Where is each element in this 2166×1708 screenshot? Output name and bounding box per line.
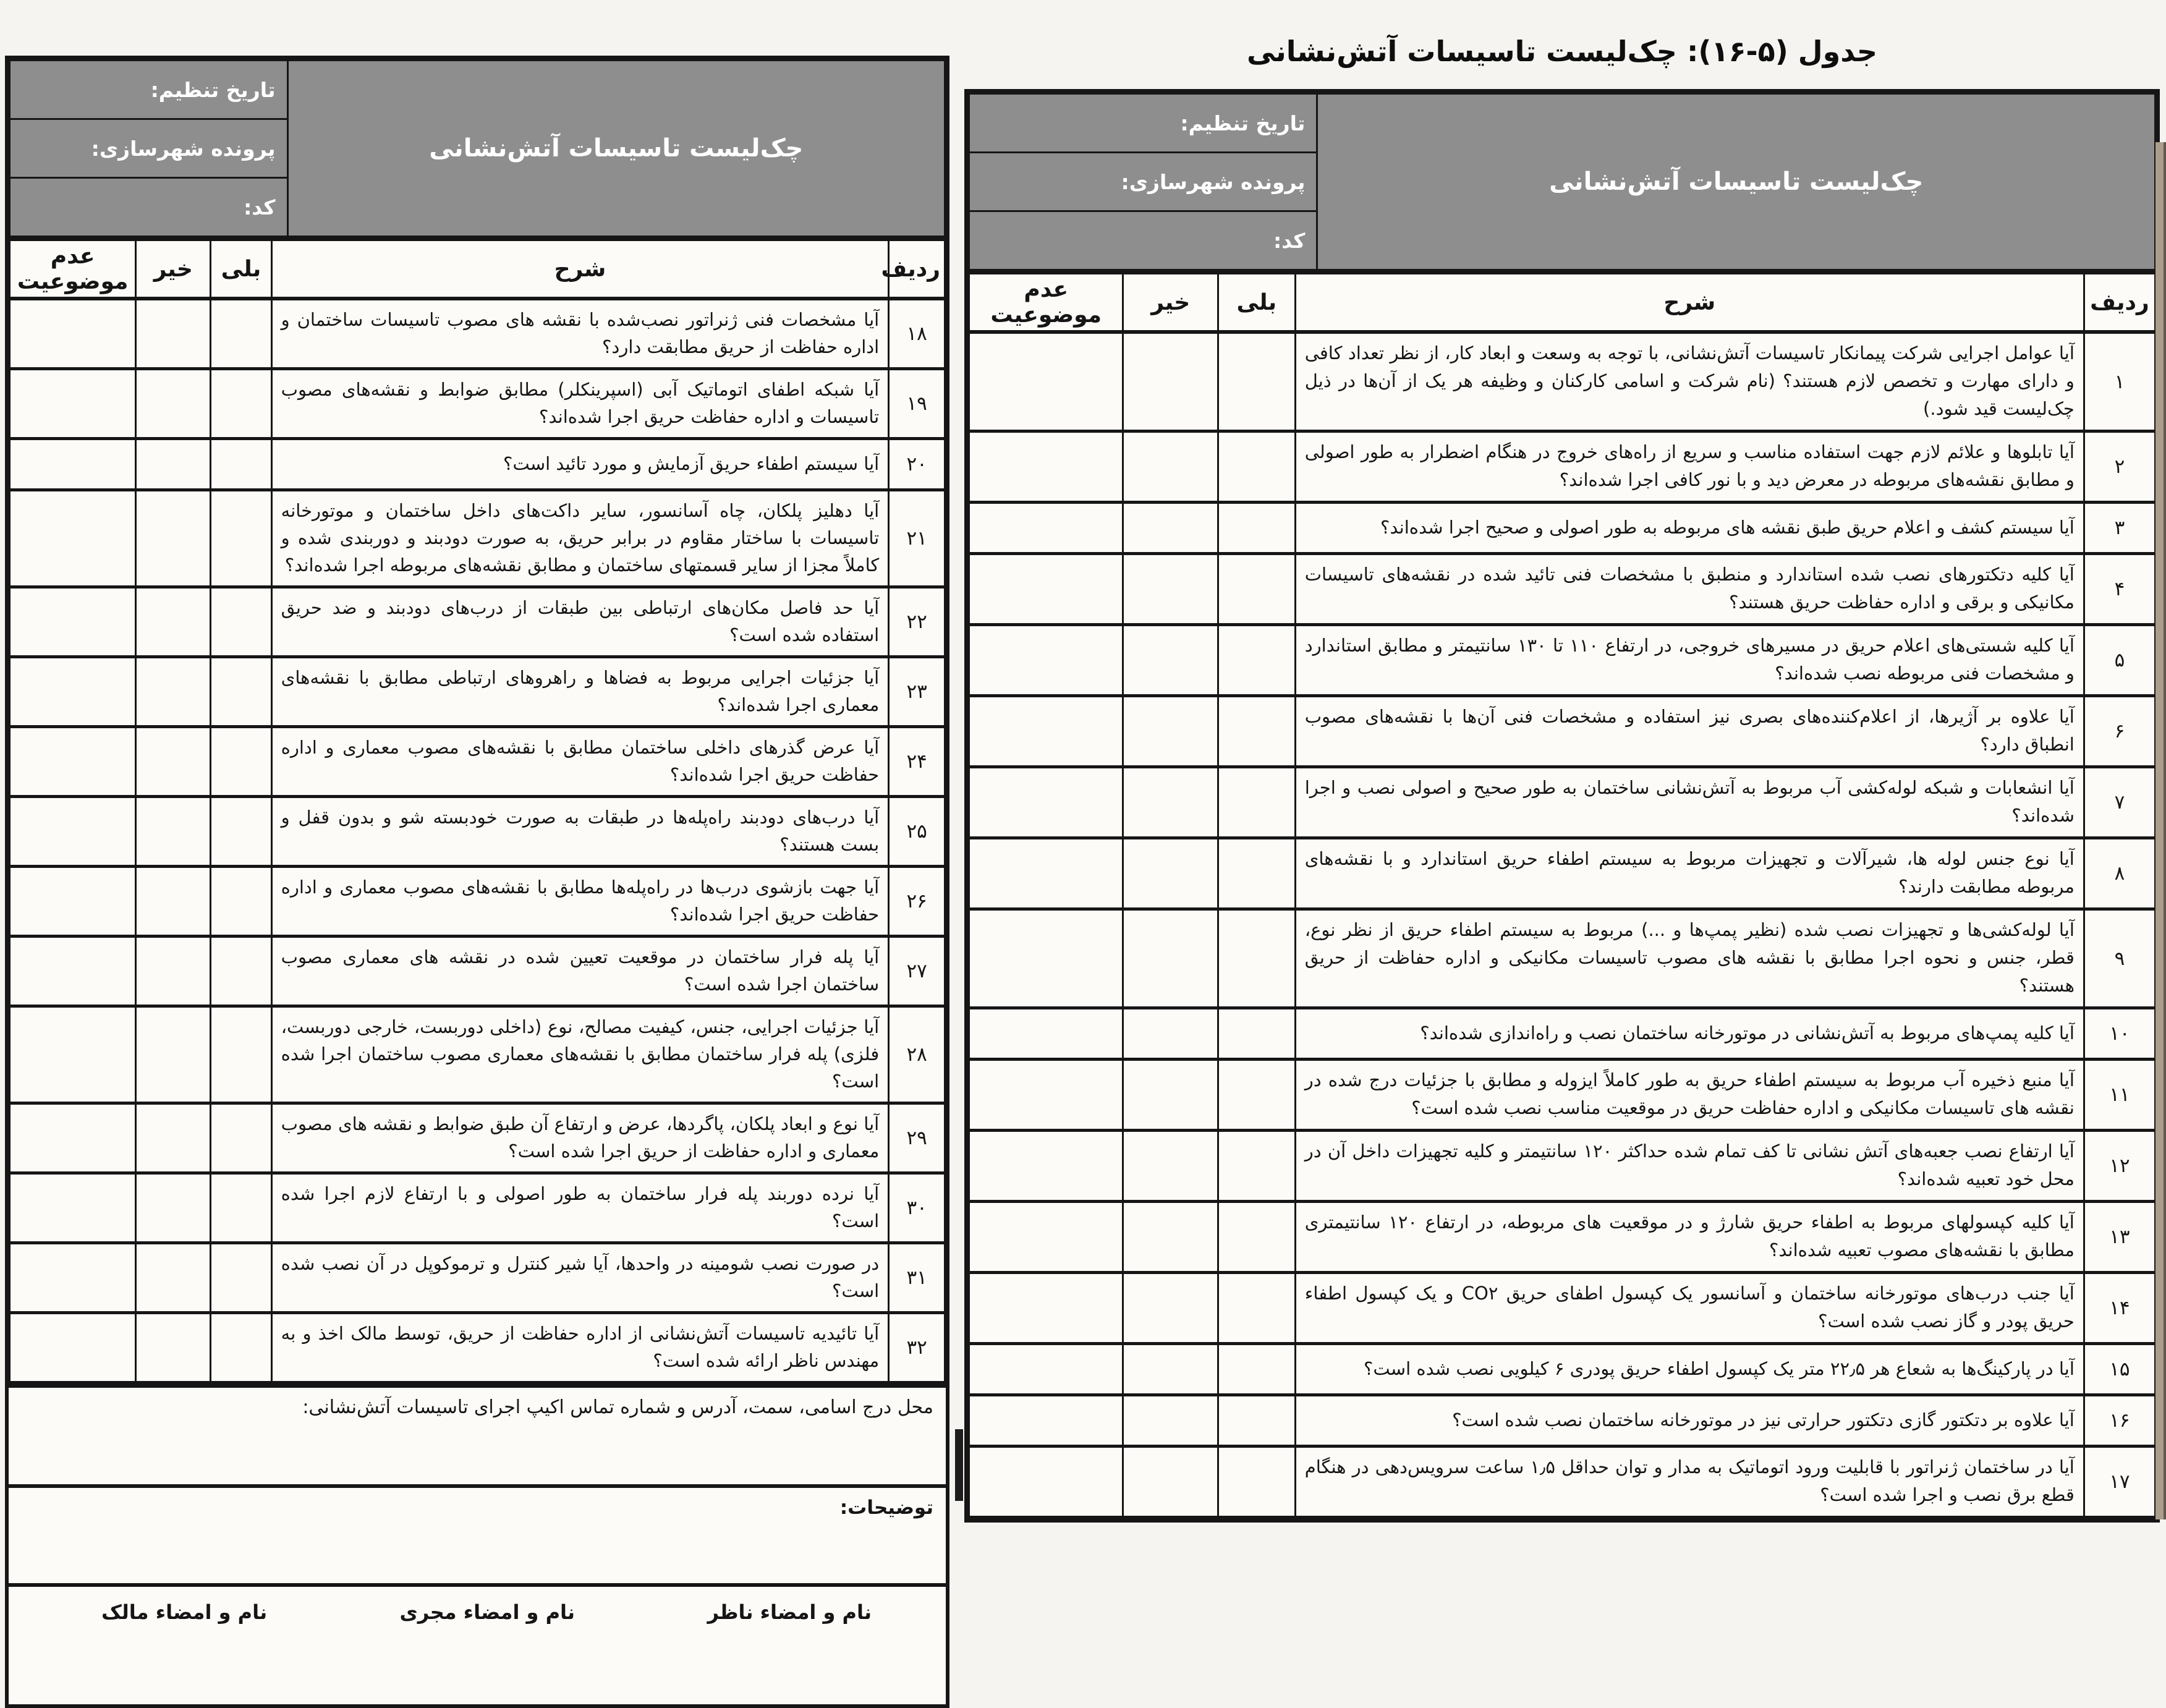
checklist-row xyxy=(969,1344,2155,1395)
column-header-row xyxy=(10,239,945,299)
answer-not-applicable-cell xyxy=(10,1313,136,1383)
answer-not-applicable-cell xyxy=(969,554,1123,625)
answer-no-cell xyxy=(1123,1395,1218,1447)
crew-contact-note: محل درج اسامی، سمت، آدرس و شماره تماس اکیپ اجرای تاسیسات آتش‌نشانی: xyxy=(9,1384,946,1484)
answer-not-applicable-cell xyxy=(969,767,1123,838)
col-header-no: خیر xyxy=(1123,273,1218,332)
row-index-cell: ۴ xyxy=(2084,554,2155,625)
answer-no-cell xyxy=(136,1243,211,1313)
answer-yes-cell xyxy=(1218,767,1296,838)
answer-yes-cell xyxy=(1218,1395,1296,1447)
row-index-cell: ۲۲ xyxy=(889,587,945,657)
row-description-cell: آیا نوع و ابعاد پلکان، پاگردها، عرض و ارتفاع آن طبق ضوابط و نقشه های مصوب معماری و اداره حفاظت از حریق اجرا شده است؟ xyxy=(271,1103,889,1173)
answer-yes-cell xyxy=(1218,625,1296,696)
answer-yes-cell xyxy=(1218,909,1296,1008)
answer-yes-cell xyxy=(1218,696,1296,767)
supervisor-signature-label: نام و امضاء ناظر xyxy=(707,1600,872,1624)
checklist-row xyxy=(10,587,945,657)
answer-not-applicable-cell xyxy=(969,625,1123,696)
row-index-cell: ۲۴ xyxy=(889,727,945,797)
row-index-cell: ۱۰ xyxy=(2084,1008,2155,1060)
row-description-cell: آیا کلیه پمپ‌های مربوط به آتش‌نشانی در موتورخانه ساختمان نصب و راه‌اندازی شده‌اند؟ xyxy=(1295,1008,2084,1060)
answer-yes-cell xyxy=(1218,1273,1296,1344)
answer-yes-cell xyxy=(211,490,271,587)
executor-signature-label: نام و امضاء مجری xyxy=(399,1600,575,1624)
answer-yes-cell xyxy=(211,1243,271,1313)
answer-not-applicable-cell xyxy=(969,1202,1123,1273)
answer-no-cell xyxy=(1123,554,1218,625)
checklist-row xyxy=(969,838,2155,909)
answer-no-cell xyxy=(136,727,211,797)
answer-yes-cell xyxy=(211,657,271,727)
col-header-yes: بلی xyxy=(211,239,271,299)
answer-not-applicable-cell xyxy=(10,657,136,727)
answer-yes-cell xyxy=(211,797,271,867)
answer-not-applicable-cell xyxy=(10,867,136,937)
row-description-cell: آیا نرده دوربند پله فرار ساختمان به طور اصولی و با ارتفاع لازم اجرا شده است؟ xyxy=(271,1173,889,1243)
row-index-cell: ۳ xyxy=(2084,503,2155,554)
row-index-cell: ۳۲ xyxy=(889,1313,945,1383)
row-description-cell: آیا سیستم کشف و اعلام حریق طبق نقشه های مربوطه به طور اصولی و صحیح اجرا شده‌اند؟ xyxy=(1295,503,2084,554)
answer-yes-cell xyxy=(211,1173,271,1243)
row-index-cell: ۲۰ xyxy=(889,439,945,490)
row-description-cell: آیا شبکه اطفای اتوماتیک آبی (اسپرینکلر) مطابق ضوابط و نقشه‌های مصوب تاسیسات و اداره حفاظت حریق اجرا شده‌اند؟ xyxy=(271,369,889,439)
answer-no-cell xyxy=(136,867,211,937)
row-index-cell: ۲۳ xyxy=(889,657,945,727)
checklist-row xyxy=(969,554,2155,625)
scan-edge-artifact xyxy=(2155,142,2166,1519)
row-index-cell: ۲۶ xyxy=(889,867,945,937)
answer-no-cell xyxy=(136,1313,211,1383)
signature-row xyxy=(9,1583,946,1704)
row-description-cell: آیا جزئیات اجرایی مربوط به فضاها و راهروهای ارتباطی مطابق با نقشه‌های معماری اجرا شده‌اند؟ xyxy=(271,657,889,727)
row-index-cell: ۲۷ xyxy=(889,937,945,1006)
scan-mark-artifact xyxy=(955,1429,963,1501)
checklist-row xyxy=(969,1131,2155,1202)
answer-not-applicable-cell xyxy=(10,727,136,797)
answer-not-applicable-cell xyxy=(969,332,1123,431)
answer-not-applicable-cell xyxy=(969,909,1123,1008)
answer-no-cell xyxy=(1123,696,1218,767)
answer-no-cell xyxy=(136,797,211,867)
answer-not-applicable-cell xyxy=(969,1447,1123,1518)
answer-yes-cell xyxy=(211,439,271,490)
checklist-row xyxy=(10,490,945,587)
date-field-label: تاریخ تنظیم: xyxy=(10,61,288,119)
row-description-cell: آیا عوامل اجرایی شرکت پیمانکار تاسیسات آتش‌نشانی، با توجه به وسعت و ابعاد کار، از نظر تعداد کافی و دارای مهارت و تخصص لازم هستند؟ (نام شرکت و اسامی کارکنان و وظیفه هر یک از آن‌ها در ذیل چک‌لیست قید شود.) xyxy=(1295,332,2084,431)
answer-yes-cell xyxy=(211,587,271,657)
row-index-cell: ۱۷ xyxy=(2084,1447,2155,1518)
row-index-cell: ۲۸ xyxy=(889,1006,945,1103)
row-index-cell: ۷ xyxy=(2084,767,2155,838)
row-index-cell: ۱۴ xyxy=(2084,1273,2155,1344)
answer-not-applicable-cell xyxy=(10,299,136,369)
row-index-cell: ۱۹ xyxy=(889,369,945,439)
checklist-row xyxy=(969,332,2155,431)
checklist-row xyxy=(969,1395,2155,1447)
answer-not-applicable-cell xyxy=(969,431,1123,503)
checklist-row xyxy=(969,625,2155,696)
answer-not-applicable-cell xyxy=(10,1006,136,1103)
answer-yes-cell xyxy=(211,299,271,369)
checklist-row xyxy=(10,867,945,937)
row-index-cell: ۲۵ xyxy=(889,797,945,867)
checklist-row xyxy=(10,1173,945,1243)
answer-yes-cell xyxy=(1218,1008,1296,1060)
checklist-row xyxy=(969,1008,2155,1060)
answer-yes-cell xyxy=(1218,1202,1296,1273)
row-description-cell: آیا کلیه شستی‌های اعلام حریق در مسیرهای خروجی، در ارتفاع ۱۱۰ تا ۱۳۰ سانتیمتر و مطابق استاندارد و مشخصات فنی مربوطه نصب شده‌اند؟ xyxy=(1295,625,2084,696)
answer-not-applicable-cell xyxy=(969,1395,1123,1447)
row-description-cell: آیا ارتفاع نصب جعبه‌های آتش نشانی تا کف تمام شده حداکثر ۱۲۰ سانتیمتر و کلیه تجهیزات داخل آن در محل خود تعبیه شده‌اند؟ xyxy=(1295,1131,2084,1202)
answer-no-cell xyxy=(1123,909,1218,1008)
row-index-cell: ۱۳ xyxy=(2084,1202,2155,1273)
checklist-row xyxy=(10,937,945,1006)
answer-not-applicable-cell xyxy=(10,1243,136,1313)
page-two-sheet xyxy=(5,56,949,1708)
urban-file-field-label: پرونده شهرسازی: xyxy=(10,119,288,178)
answer-not-applicable-cell xyxy=(969,1060,1123,1131)
answer-not-applicable-cell xyxy=(969,1344,1123,1395)
answer-no-cell xyxy=(136,1103,211,1173)
row-description-cell: آیا در ساختمان ژنراتور با قابلیت ورود اتوماتیک به مدار و توان حداقل ۱٫۵ ساعت سرویس‌دهی در هنگام قطع برق نصب و اجرا شده است؟ xyxy=(1295,1447,2084,1518)
col-header-not-applicable: عدم موضوعیت xyxy=(10,239,136,299)
answer-no-cell xyxy=(1123,838,1218,909)
answer-no-cell xyxy=(1123,1202,1218,1273)
row-description-cell: آیا جهت بازشوی درب‌ها در راه‌پله‌ها مطابق با نقشه‌های مصوب معماری و اداره حفاظت حریق اجرا شده‌اند؟ xyxy=(271,867,889,937)
row-index-cell: ۹ xyxy=(2084,909,2155,1008)
checklist-row xyxy=(969,503,2155,554)
urban-file-field-label: پرونده شهرسازی: xyxy=(969,153,1317,211)
answer-not-applicable-cell xyxy=(10,490,136,587)
row-index-cell: ۳۱ xyxy=(889,1243,945,1313)
answer-not-applicable-cell xyxy=(969,1273,1123,1344)
answer-yes-cell xyxy=(1218,554,1296,625)
checklist-row xyxy=(969,767,2155,838)
row-description-cell: آیا منبع ذخیره آب مربوط به سیستم اطفاء حریق به طور کاملاً ایزوله و مطابق با جزئیات درج شده در نقشه های تاسیسات مکانیکی و اداره حفاظت حریق در موقعیت مناسب نصب شده است؟ xyxy=(1295,1060,2084,1131)
row-index-cell: ۱۸ xyxy=(889,299,945,369)
col-header-yes: بلی xyxy=(1218,273,1296,332)
answer-not-applicable-cell xyxy=(10,369,136,439)
answer-yes-cell xyxy=(211,369,271,439)
answer-yes-cell xyxy=(211,1006,271,1103)
answer-no-cell xyxy=(136,1173,211,1243)
date-field-label: تاریخ تنظیم: xyxy=(969,94,1317,153)
column-header-row xyxy=(969,273,2155,332)
row-description-cell: آیا علاوه بر دتکتور گازی دتکتور حرارتی نیز در موتورخانه ساختمان نصب شده است؟ xyxy=(1295,1395,2084,1447)
answer-no-cell xyxy=(136,369,211,439)
answer-no-cell xyxy=(136,299,211,369)
answer-not-applicable-cell xyxy=(969,838,1123,909)
col-header-no: خیر xyxy=(136,239,211,299)
row-index-cell: ۱۱ xyxy=(2084,1060,2155,1131)
answer-not-applicable-cell xyxy=(10,587,136,657)
checklist-row xyxy=(969,1273,2155,1344)
answer-yes-cell xyxy=(211,867,271,937)
answer-no-cell xyxy=(1123,431,1218,503)
answer-no-cell xyxy=(1123,1008,1218,1060)
row-description-cell: آیا مشخصات فنی ژنراتور نصب‌شده با نقشه های مصوب تاسیسات ساختمان و اداره حفاظت از حریق مطابقت دارد؟ xyxy=(271,299,889,369)
row-description-cell: آیا تائیدیه تاسیسات آتش‌نشانی از اداره حفاظت از حریق، توسط مالک اخذ و به مهندس ناظر ارائه شده است؟ xyxy=(271,1313,889,1383)
row-index-cell: ۱۲ xyxy=(2084,1131,2155,1202)
row-index-cell: ۱۶ xyxy=(2084,1395,2155,1447)
row-description-cell: آیا نوع جنس لوله ها، شیرآلات و تجهیزات مربوط به سیستم اطفاء حریق استاندارد و با نقشه‌های مربوطه مطابقت دارند؟ xyxy=(1295,838,2084,909)
checklist-row xyxy=(969,1447,2155,1518)
row-index-cell: ۲ xyxy=(2084,431,2155,503)
row-index-cell: ۶ xyxy=(2084,696,2155,767)
answer-no-cell xyxy=(1123,1447,1218,1518)
answer-no-cell xyxy=(136,439,211,490)
answer-no-cell xyxy=(1123,503,1218,554)
checklist-table-page-one xyxy=(968,271,2156,1519)
answer-yes-cell xyxy=(1218,503,1296,554)
row-description-cell: آیا عرض گذرهای داخلی ساختمان مطابق با نقشه‌های مصوب معماری و اداره حفاظت حریق اجرا شده‌اند؟ xyxy=(271,727,889,797)
answer-no-cell xyxy=(136,587,211,657)
remarks-section-label: توضیحات: xyxy=(9,1484,946,1583)
page-one-sheet xyxy=(964,89,2160,1523)
row-index-cell: ۵ xyxy=(2084,625,2155,696)
row-description-cell: آیا جزئیات اجرایی، جنس، کیفیت مصالح، نوع (داخلی دوربست، خارجی دوربست، فلزی) پله فرار ساختمان مطابق با نقشه‌های معماری مصوب ساختمان اجرا شده است؟ xyxy=(271,1006,889,1103)
answer-not-applicable-cell xyxy=(10,937,136,1006)
row-description-cell: آیا پله فرار ساختمان در موقعیت تعیین شده در نقشه های معماری مصوب ساختمان اجرا شده است؟ xyxy=(271,937,889,1006)
answer-not-applicable-cell xyxy=(969,1131,1123,1202)
row-description-cell: آیا تابلوها و علائم لازم جهت استفاده مناسب و سریع از راه‌های خروج در هنگام اضطرار به طور اصولی و مطابق نقشه‌های مربوطه در معرض دید و با نور کافی اجرا شده‌اند؟ xyxy=(1295,431,2084,503)
form-header-block xyxy=(968,93,2156,271)
row-index-cell: ۲۹ xyxy=(889,1103,945,1173)
answer-yes-cell xyxy=(1218,838,1296,909)
answer-yes-cell xyxy=(211,1313,271,1383)
answer-no-cell xyxy=(136,937,211,1006)
row-index-cell: ۸ xyxy=(2084,838,2155,909)
page-one xyxy=(964,27,2160,1523)
row-description-cell: آیا در پارکینگ‌ها به شعاع هر ۲۲٫۵ متر یک کپسول اطفاء حریق پودری ۶ کیلویی نصب شده است؟ xyxy=(1295,1344,2084,1395)
checklist-table-page-two xyxy=(9,237,946,1384)
checklist-row xyxy=(10,1103,945,1173)
answer-yes-cell xyxy=(1218,1131,1296,1202)
checklist-row xyxy=(969,909,2155,1008)
answer-yes-cell xyxy=(1218,1344,1296,1395)
col-header-row-number: ردیف xyxy=(2084,273,2155,332)
checklist-row xyxy=(10,727,945,797)
row-description-cell: آیا علاوه بر آژیرها، از اعلام‌کننده‌های بصری نیز استفاده و مشخصات فنی آن‌ها با نقشه‌های مصوب انطباق دارد؟ xyxy=(1295,696,2084,767)
code-field-label: کد: xyxy=(969,211,1317,270)
checklist-row xyxy=(10,439,945,490)
answer-yes-cell xyxy=(1218,431,1296,503)
answer-yes-cell xyxy=(211,1103,271,1173)
checklist-row xyxy=(10,1006,945,1103)
answer-no-cell xyxy=(1123,625,1218,696)
answer-no-cell xyxy=(1123,1344,1218,1395)
col-header-description: شرح xyxy=(1295,273,2084,332)
answer-no-cell xyxy=(1123,1273,1218,1344)
answer-yes-cell xyxy=(1218,1447,1296,1518)
answer-yes-cell xyxy=(1218,332,1296,431)
answer-not-applicable-cell xyxy=(10,1103,136,1173)
row-description-cell: آیا لوله‌کشی‌ها و تجهیزات نصب شده (نظیر پمپ‌ها و ...) مربوط به سیستم اطفاء حریق از نظر نوع، قطر، جنس و نحوه اجرا مطابق با نقشه های مصوب تاسیسات مکانیکی و اداره حفاظت از حریق هستند؟ xyxy=(1295,909,2084,1008)
row-description-cell: آیا جنب درب‌های موتورخانه ساختمان و آسانسور یک کپسول اطفای حریق CO۲ و یک کپسول اطفاء حریق پودر و گاز نصب شده است؟ xyxy=(1295,1273,2084,1344)
page-two xyxy=(5,56,949,1708)
col-header-row-number: ردیف xyxy=(889,239,945,299)
checklist-row xyxy=(10,1243,945,1313)
answer-no-cell xyxy=(136,1006,211,1103)
row-index-cell: ۱ xyxy=(2084,332,2155,431)
checklist-row xyxy=(10,657,945,727)
form-header-title: چک‌لیست تاسیسات آتش‌نشانی xyxy=(287,61,945,237)
answer-no-cell xyxy=(1123,332,1218,431)
answer-not-applicable-cell xyxy=(969,1008,1123,1060)
code-field-label: کد: xyxy=(10,178,288,237)
checklist-row xyxy=(10,299,945,369)
owner-signature-label: نام و امضاء مالک xyxy=(101,1600,268,1624)
answer-yes-cell xyxy=(211,937,271,1006)
col-header-description: شرح xyxy=(271,239,889,299)
answer-not-applicable-cell xyxy=(10,1173,136,1243)
answer-not-applicable-cell xyxy=(969,503,1123,554)
answer-yes-cell xyxy=(211,727,271,797)
row-index-cell: ۱۵ xyxy=(2084,1344,2155,1395)
checklist-row xyxy=(969,1060,2155,1131)
row-index-cell: ۳۰ xyxy=(889,1173,945,1243)
row-description-cell: آیا دهلیز پلکان، چاه آسانسور، سایر داکت‌های داخل ساختمان و موتورخانه تاسیسات با ساختار مقاوم در برابر حریق، به صورت دودبند و دوربندی شده و کاملاً مجزا از سایر قسمتهای ساختمان و مطابق نقشه‌های مربوطه اجرا شده‌اند؟ xyxy=(271,490,889,587)
form-header-title: چک‌لیست تاسیسات آتش‌نشانی xyxy=(1317,94,2155,270)
answer-not-applicable-cell xyxy=(10,797,136,867)
row-index-cell: ۲۱ xyxy=(889,490,945,587)
col-header-not-applicable: عدم موضوعیت xyxy=(969,273,1123,332)
checklist-row xyxy=(969,696,2155,767)
answer-no-cell xyxy=(1123,767,1218,838)
answer-no-cell xyxy=(136,657,211,727)
row-description-cell: در صورت نصب شومینه در واحدها، آیا شیر کنترل و ترموکوپل در آن نصب شده است؟ xyxy=(271,1243,889,1313)
answer-no-cell xyxy=(1123,1131,1218,1202)
row-description-cell: آیا حد فاصل مکان‌های ارتباطی بین طبقات از درب‌های دودبند و ضد حریق استفاده شده است؟ xyxy=(271,587,889,657)
row-description-cell: آیا کلیه دتکتورهای نصب شده استاندارد و منطبق با مشخصات فنی تائید شده در نقشه‌های تاسیسات مکانیکی و برقی و اداره حفاظت حریق هستند؟ xyxy=(1295,554,2084,625)
checklist-row xyxy=(10,1313,945,1383)
checklist-row xyxy=(969,1202,2155,1273)
row-description-cell: آیا درب‌های دودبند راه‌پله‌ها در طبقات به صورت خودبسته شو و بدون قفل و بست هستند؟ xyxy=(271,797,889,867)
answer-not-applicable-cell xyxy=(969,696,1123,767)
checklist-row xyxy=(10,369,945,439)
row-description-cell: آیا کلیه کپسولهای مربوط به اطفاء حریق شارژ و در موقعیت های مربوطه، در ارتفاع ۱۲۰ سانتیمتری مطابق با نقشه‌های مصوب تعبیه شده‌اند؟ xyxy=(1295,1202,2084,1273)
row-description-cell: آیا سیستم اطفاء حریق آزمایش و مورد تائید است؟ xyxy=(271,439,889,490)
checklist-row xyxy=(10,797,945,867)
row-description-cell: آیا انشعابات و شبکه لوله‌کشی آب مربوط به آتش‌نشانی ساختمان به طور صحیح و اصولی نصب و اجرا شده‌اند؟ xyxy=(1295,767,2084,838)
answer-not-applicable-cell xyxy=(10,439,136,490)
checklist-row xyxy=(969,431,2155,503)
answer-no-cell xyxy=(1123,1060,1218,1131)
answer-yes-cell xyxy=(1218,1060,1296,1131)
answer-no-cell xyxy=(136,490,211,587)
form-header-block xyxy=(9,59,946,237)
document-title: جدول (۵-۱۶): چک‌لیست تاسیسات آتش‌نشانی xyxy=(1247,35,1877,68)
